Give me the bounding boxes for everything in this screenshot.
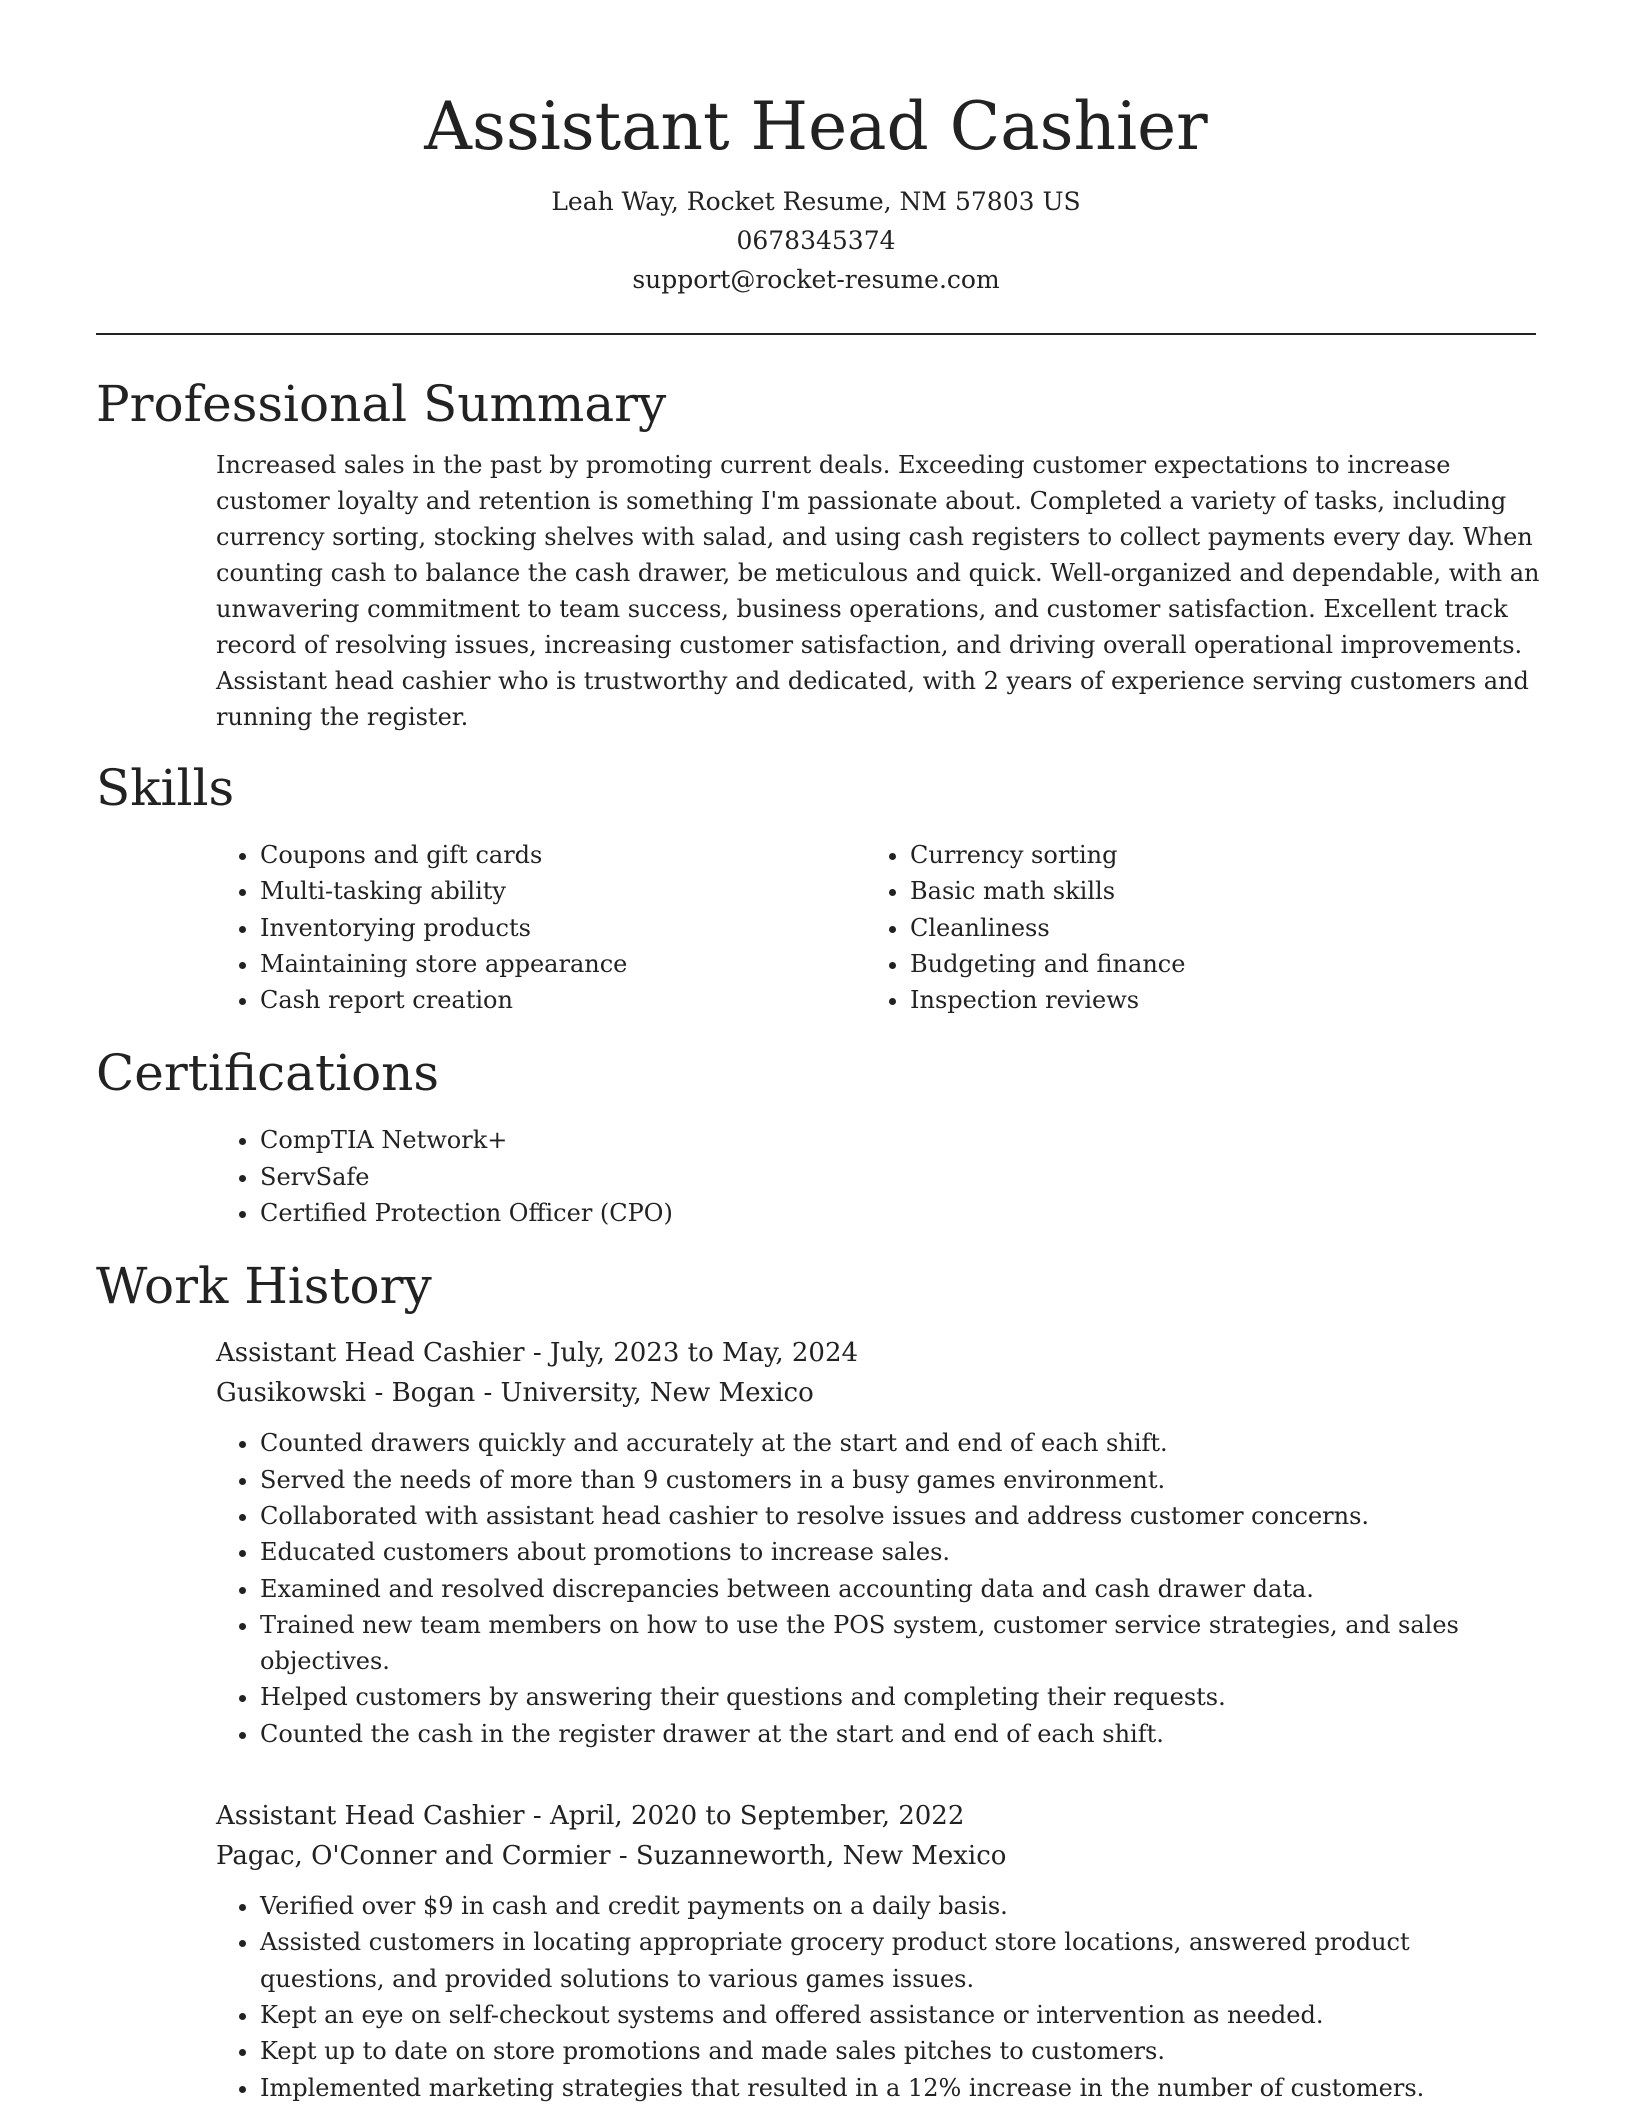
skills-section <box>96 757 1536 1018</box>
section-title-work-history: Work History <box>96 1257 432 1316</box>
job-title: Assistant Head Cashier <box>216 1801 525 1832</box>
job-company: Gusikowski - Bogan <box>216 1378 476 1409</box>
skills-list-left <box>216 837 866 1018</box>
job-bullet: • Trained new team members on how to use the POS system, customer service strategies, and sales objectives. <box>260 1607 1536 1680</box>
job-company: Pagac, O'Conner and Cormier <box>216 1841 611 1872</box>
skill-item: • Coupons and gift cards <box>260 837 866 873</box>
section-title-certifications: Certifications <box>96 1044 440 1103</box>
skill-item: • Budgeting and finance <box>910 946 1516 982</box>
job-bullet: • Kept an eye on self-checkout systems and offered assistance or intervention as needed. <box>260 1997 1536 2033</box>
job-bullets <box>216 1425 1536 1752</box>
contact-phone: 0678345374 <box>736 226 896 255</box>
header-divider <box>96 333 1536 335</box>
job-dates: April, 2020 to September, 2022 <box>549 1801 965 1832</box>
skill-item: • Maintaining store appearance <box>260 946 866 982</box>
skills-list-right <box>866 837 1516 1018</box>
section-title-summary: Professional Summary <box>96 375 667 433</box>
skill-item: • Basic math skills <box>910 873 1516 909</box>
certifications-section <box>96 1042 1536 1231</box>
job-bullet: • Examined and resolved discrepancies between accounting data and cash drawer data. <box>260 1571 1536 1607</box>
resume-header <box>96 0 1536 299</box>
job-company-line: Pagac, O'Conner and Cormier - Suzanneworth, New Mexico <box>216 1841 1007 1872</box>
job-bullet: • Verified over $9 in cash and credit payments on a daily basis. <box>260 1888 1536 1924</box>
job-title: Assistant Head Cashier <box>216 1338 525 1369</box>
job-bullet: • Educated customers about promotions to increase sales. <box>260 1534 1536 1570</box>
skill-item: • Multi-tasking ability <box>260 873 866 909</box>
job-bullet: • Helped customers by answering their questions and completing their requests. <box>260 1679 1536 1715</box>
certification-item: • Certified Protection Officer (CPO) <box>260 1195 1536 1231</box>
job-title-line: Assistant Head Cashier - July, 2023 to May, 2024 <box>216 1338 859 1369</box>
skill-item: • Inventorying products <box>260 910 866 946</box>
contact-info <box>96 182 1536 299</box>
job-bullet: • Assisted customers in locating appropriate grocery product store locations, answered product questions, and provided solutions to various games issues. <box>260 1924 1536 1997</box>
job-bullets-ul <box>216 1888 1536 2106</box>
job-entry <box>96 1333 1536 1752</box>
certification-item: • CompTIA Network+ <box>260 1122 1536 1158</box>
job-title-line: Assistant Head Cashier - April, 2020 to September, 2022 <box>216 1801 965 1832</box>
job-bullet: • Counted the cash in the register drawer at the start and end of each shift. <box>260 1716 1536 1752</box>
skill-item: • Cash report creation <box>260 982 866 1018</box>
certification-item: • ServSafe <box>260 1159 1536 1195</box>
resume-page <box>96 0 1540 2106</box>
candidate-name: Assistant Head Cashier <box>424 88 1208 165</box>
job-bullets-ul <box>216 1425 1536 1752</box>
job-company-line: Gusikowski - Bogan - University, New Mexico <box>216 1378 814 1409</box>
work-history-section <box>96 1255 1536 2105</box>
job-location: Suzanneworth, New Mexico <box>635 1841 1007 1872</box>
skills-column-left <box>216 837 866 1018</box>
skills-column-right <box>866 837 1516 1018</box>
skills-grid <box>216 837 1536 1018</box>
job-bullet: • Served the needs of more than 9 customers in a busy games environment. <box>260 1462 1536 1498</box>
certifications-list <box>216 1122 1536 1231</box>
job-location: University, New Mexico <box>500 1378 814 1409</box>
skill-item: • Cleanliness <box>910 910 1516 946</box>
job-bullets <box>216 1888 1536 2106</box>
job-bullet: • Kept up to date on store promotions and made sales pitches to customers. <box>260 2033 1536 2069</box>
job-entry <box>96 1796 1536 2106</box>
job-bullet: • Implemented marketing strategies that resulted in a 12% increase in the number of customers. <box>260 2070 1536 2106</box>
skill-item: • Currency sorting <box>910 837 1516 873</box>
job-bullet: • Collaborated with assistant head cashier to resolve issues and address customer concerns. <box>260 1498 1536 1534</box>
summary-text: Increased sales in the past by promoting current deals. Exceeding customer expectations to increase customer loyalty and retention is something I'm passionate about. Completed a variety of tasks, including currency sorting, stocking shelves with salad, and using cash registers to collect payments every day. When counting cash to balance the cash drawer, be meticulous and quick. Well-organized and dependable, with an unwavering commitment to team success, business operations, and customer satisfaction. Excellent track record of resolving issues, increasing customer satisfaction, and driving overall operational improvements. Assistant head cashier who is trustworthy and dedicated, with 2 years of experience serving customers and running the register. <box>216 451 1540 731</box>
professional-summary-section <box>96 373 1540 735</box>
contact-address: Leah Way, Rocket Resume, NM 57803 US <box>551 187 1081 216</box>
certifications-ul <box>216 1122 1536 1231</box>
section-title-skills: Skills <box>96 759 235 817</box>
job-dates: July, 2023 to May, 2024 <box>549 1338 859 1369</box>
job-bullet: • Counted drawers quickly and accurately at the start and end of each shift. <box>260 1425 1536 1461</box>
contact-email: support@rocket-resume.com <box>632 265 1000 294</box>
skill-item: • Inspection reviews <box>910 982 1516 1018</box>
